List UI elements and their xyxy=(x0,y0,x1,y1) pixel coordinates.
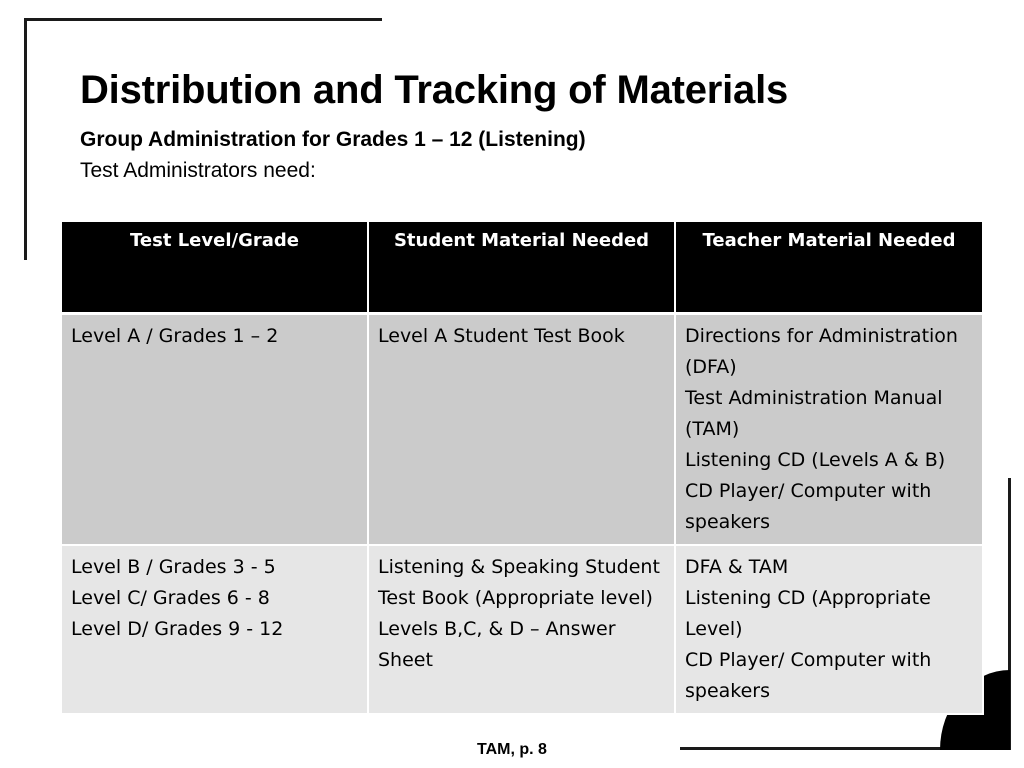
header-test-level: Test Level/Grade xyxy=(61,222,368,313)
cell-student-material xyxy=(368,545,675,714)
cell-teacher-material xyxy=(675,313,983,545)
cell-student-material xyxy=(368,313,675,545)
cell-line: Level B / Grades 3 - 5 xyxy=(71,555,276,578)
header-student-material: Student Material Needed xyxy=(368,222,675,313)
cell-line: Level D/ Grades 9 - 12 xyxy=(71,617,284,640)
frame-left-line xyxy=(24,18,27,260)
cell-line: DFA & TAM xyxy=(685,555,789,578)
cell-line: Levels B,C, & D – Answer Sheet xyxy=(378,617,616,671)
header-teacher-material: Teacher Material Needed xyxy=(675,222,983,313)
slide-intro: Test Administrators need: xyxy=(80,159,316,182)
footer-reference: TAM, p. 8 xyxy=(477,741,547,758)
table-row xyxy=(61,545,983,714)
cell-test-level xyxy=(61,313,368,545)
slide-subtitle: Group Administration for Grades 1 – 12 (Listening) xyxy=(80,128,586,151)
cell-line: CD Player/ Computer with speakers xyxy=(685,479,932,533)
frame-top-line xyxy=(24,18,382,21)
slide-title: Distribution and Tracking of Materials xyxy=(80,68,789,112)
cell-line: Listening & Speaking Student Test Book (Appropriate level) xyxy=(378,555,660,609)
table-row xyxy=(61,313,983,545)
cell-line: Listening CD (Levels A & B) xyxy=(685,448,946,471)
table-header-row xyxy=(61,222,983,313)
cell-line: Level C/ Grades 6 - 8 xyxy=(71,586,270,609)
cell-line: Level A / Grades 1 – 2 xyxy=(71,324,279,347)
cell-line: Test Administration Manual (TAM) xyxy=(685,386,943,440)
cell-line: Directions for Administration (DFA) xyxy=(685,324,958,378)
materials-table xyxy=(60,222,984,715)
cell-teacher-material xyxy=(675,545,983,714)
cell-line: Listening CD (Appropriate Level) xyxy=(685,586,931,640)
cell-line: Level A Student Test Book xyxy=(378,324,625,347)
cell-line: CD Player/ Computer with speakers xyxy=(685,648,932,702)
cell-test-level xyxy=(61,545,368,714)
